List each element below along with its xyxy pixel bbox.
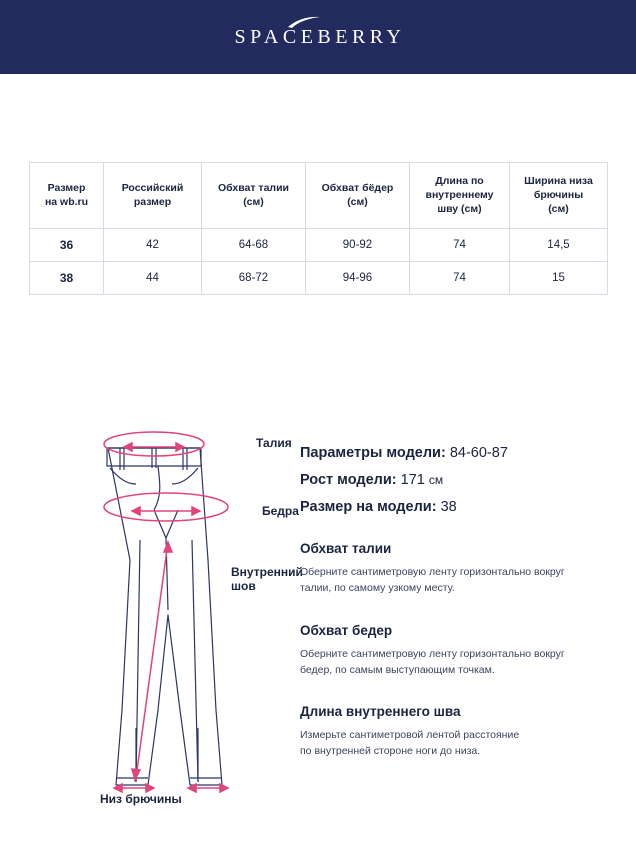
measurement-section	[0, 410, 636, 848]
cell-waist: 68-72	[202, 261, 306, 294]
measure-block-hips	[300, 623, 610, 679]
brand-logo	[231, 26, 406, 49]
cell-inseam: 74	[410, 228, 510, 261]
model-size-value: 38	[440, 499, 457, 515]
col-header-leg-width: Ширина низа брючины (см)	[510, 163, 608, 229]
cell-ru-size: 44	[104, 261, 202, 294]
table-row	[30, 228, 608, 261]
cell-wb-size: 38	[30, 261, 104, 294]
measure-desc-hips	[300, 646, 610, 679]
model-size	[300, 499, 610, 515]
model-params-value: 84-60-87	[449, 445, 508, 461]
measure-title-inseam: Длина внутреннего шва	[300, 704, 461, 720]
model-height-value: 171	[400, 472, 425, 488]
cell-waist: 64-68	[202, 228, 306, 261]
model-params	[300, 445, 610, 461]
brand-text: SPACEBERRY	[234, 25, 406, 48]
model-info	[300, 445, 610, 760]
size-table	[29, 162, 608, 295]
col-header-ru-size: Российский размер	[104, 163, 202, 229]
model-height-label: Рост модели:	[300, 472, 397, 488]
swoosh-icon	[287, 15, 321, 29]
table-row	[30, 261, 608, 294]
label-bottom-width: Низ брючины	[100, 792, 182, 806]
col-header-waist: Обхват талии (см)	[202, 163, 306, 229]
measure-desc-waist-line2: талии, по самому узкому месту.	[300, 582, 455, 595]
page-header	[0, 0, 636, 74]
model-height-unit: см	[428, 473, 444, 487]
model-height	[300, 472, 610, 488]
cell-hips: 90-92	[306, 228, 410, 261]
size-table-body	[30, 228, 608, 294]
model-size-label: Размер на модели:	[300, 499, 437, 515]
cell-leg-width: 15	[510, 261, 608, 294]
size-table-wrapper	[29, 162, 607, 295]
measure-desc-hips-line1: Оберните сантиметровую ленту горизонтально вокруг	[300, 647, 565, 660]
label-waist: Талия	[256, 436, 292, 450]
label-inseam-line1: Внутренний	[231, 565, 303, 579]
col-header-hips: Обхват бёдер (см)	[306, 163, 410, 229]
label-inseam-line2: шов	[231, 579, 256, 594]
measure-block-waist	[300, 541, 610, 597]
label-hips: Бедра	[262, 504, 299, 518]
measure-desc-waist	[300, 564, 610, 597]
measure-desc-waist-line1: Оберните сантиметровую ленту горизонтально вокруг	[300, 566, 565, 578]
table-header-row	[30, 163, 608, 229]
measure-desc-hips-line2: бедер, по самым выступающим точкам.	[300, 663, 495, 676]
measure-desc-inseam-line1: Измерьте сантиметровой лентой расстояние	[300, 729, 520, 742]
col-header-inseam: Длина по внутреннему шву (см)	[410, 163, 510, 229]
model-params-label: Параметры модели:	[300, 445, 446, 461]
measure-block-inseam	[300, 704, 610, 760]
measure-desc-inseam	[300, 727, 610, 760]
trousers-illustration	[40, 410, 290, 830]
measure-title-waist: Обхват талии	[300, 541, 392, 556]
measure-desc-inseam-line2: по внутренней стороне ноги до низа.	[300, 745, 481, 758]
trousers-diagram	[40, 410, 303, 830]
cell-wb-size: 36	[30, 228, 104, 261]
col-header-wb-size: Размер на wb.ru	[30, 163, 104, 229]
cell-inseam: 74	[410, 261, 510, 294]
measure-title-hips: Обхват бедер	[300, 622, 393, 638]
cell-hips: 94-96	[306, 261, 410, 294]
cell-leg-width: 14,5	[510, 228, 608, 261]
size-table-head	[30, 163, 608, 229]
cell-ru-size: 42	[104, 228, 202, 261]
